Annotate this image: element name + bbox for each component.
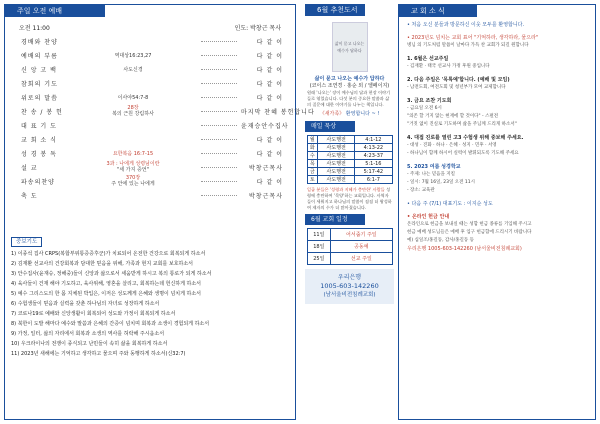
order-item-name: 설 교 — [21, 164, 38, 172]
reading-cell: 목 — [307, 160, 318, 168]
order-item-person: 다 같 이 — [256, 178, 283, 186]
reading-cell: 6:1-7 — [355, 176, 392, 184]
order-item-name: 축 도 — [21, 192, 38, 200]
book-caption: 삶이 묻고 나오는 예수가 답하다 — [314, 76, 385, 82]
reading-cell: 사도행전 — [318, 160, 355, 168]
worship-order-row — [5, 160, 295, 174]
schedule-row — [307, 241, 392, 253]
worship-order-row — [5, 48, 295, 62]
news-6: • 다음 주 (7/1) 대표기도 : 이지순 성도 — [407, 201, 493, 207]
prayer-item: 3) 안수집사(윤재승, 정해중)들이 신앙과 삶으로서 세움받게 하시고 복의 통로가 되게 하소서 — [11, 271, 212, 277]
book-cover-image — [332, 22, 368, 72]
service-leader: 인도: 박창근 목사 — [234, 25, 281, 32]
schedule-row — [307, 229, 392, 241]
order-item-person: 윤재승안수집사 — [241, 122, 289, 130]
prayer-item: 11) 2023년 새해에는 기억하고 생각하고 물으며 주와 동행하게 하소서(신32:7) — [11, 351, 186, 357]
prayer-list — [11, 237, 291, 359]
reading-cell: 금 — [307, 168, 318, 176]
book-cover-title: 삶이 묻고 나오는 예수가 답하다 — [334, 41, 365, 53]
order-item-person: 다 같 이 — [256, 80, 283, 88]
order-item-name: 경배와 찬양 — [21, 38, 58, 46]
worship-order-row — [5, 104, 315, 118]
reading-cell: 5:1-16 — [355, 160, 392, 168]
reading-cell: 화 — [307, 144, 318, 152]
order-item-name: 대 표 기 도 — [21, 122, 57, 130]
worship-order-row — [5, 90, 295, 104]
schedule-date: 25일 — [307, 253, 331, 265]
news-1: 1. 6월은 선교주일 - 김재환 · 태국 선교사 가정 후원 중입니다 — [407, 56, 490, 69]
prayer-item: 5) 예수 그리스도의 한 몸 지체된 박입은, 이저은 성도께게 은혜와 생명이 넘치게 하소서 — [11, 291, 202, 297]
reading-cell: 4:1-12 — [355, 136, 392, 144]
reading-tab: 매일 묵상 — [305, 121, 355, 132]
order-item-name: 참회의 기도 — [21, 80, 58, 88]
worship-order-row — [5, 188, 295, 202]
book-tab: 6월 추천도서 — [305, 4, 365, 16]
order-item-name: 교 회 소 식 — [21, 136, 57, 144]
reading-cell: 사도행전 — [318, 144, 355, 152]
reading-note-highlight: 일곱 분들은 '성령과 지혜가 충만한' 사람들 — [307, 187, 385, 192]
bank-owner: (남서울비전침례교회) — [323, 292, 376, 298]
schedule-event: 어서줍기 주일 — [331, 229, 392, 241]
order-item-person: 다 같 이 — [256, 52, 283, 60]
book-section — [305, 22, 394, 118]
worship-order-row — [5, 62, 295, 76]
reading-cell: 월 — [307, 136, 318, 144]
order-item-content: 역대상16:23,27 — [114, 52, 152, 59]
order-item-person: 박창근목사 — [249, 192, 283, 200]
news-3: 3. 금요 조찬 기도회 - 금요일 오전 6시 "의존 할 거지 않는 현재에 할 것이다" - 스펄전 "거짓 없이 진실로 기도하며 삶을 주님께 드리게 하소서" — [407, 98, 517, 127]
order-item-person: 다 같 이 — [256, 136, 283, 144]
church-news-panel — [398, 4, 596, 420]
prayer-item: 10) 우크라이나의 전쟁이 종식되고 난민들이 속히 삶을 회복하게 하소서 — [11, 341, 168, 347]
worship-order-row — [5, 132, 295, 146]
theme-title: • 2023년도 넘치는 교회 표어 "기억하라, 생각하라, 물으라" — [407, 35, 539, 41]
worship-order-panel — [4, 4, 315, 420]
worship-order-row — [5, 146, 295, 160]
reading-row — [307, 160, 392, 168]
order-item-content: 28장 복의 근원 강림하사 — [112, 105, 154, 117]
order-item-name: 파송의찬양 — [21, 178, 55, 186]
bank-name: 우리은행 — [337, 274, 362, 281]
welcome-text: 환영합니다 ~ ! — [345, 111, 380, 117]
schedule-tab: 6월 교회 일정 — [305, 214, 365, 225]
online-bank-line: 우리은행 1005-603-142260 (남서울비전침례교회) — [407, 246, 522, 252]
order-item-content: 이사야54:7-8 — [117, 94, 149, 101]
reading-table — [307, 135, 393, 184]
worship-order-row — [5, 34, 295, 48]
worship-order-list — [5, 34, 315, 202]
order-item-content: 요한복음 16:7-15 — [112, 150, 154, 157]
reading-cell: 사도행전 — [318, 152, 355, 160]
theme-sub: 병님 의 기도처럼 말씀이 날마다 가득 찬 교회가 되길 원합니다 — [407, 43, 529, 48]
order-item-name: 예배의 부름 — [21, 52, 58, 60]
reading-note-text: 성령에 충만하여 '목양'하는 교회입니다. 사역자들이 세워지고 하나님의 말씀이 점점 더 왕성하여 제자의 수가 더 많아졌습니다. — [307, 187, 392, 210]
reading-note — [305, 187, 394, 211]
schedule-date: 11일 — [307, 229, 331, 241]
order-item-name: 위로의 말씀 — [21, 94, 58, 102]
new-family-welcome — [305, 111, 394, 118]
reading-cell: 5:17-42 — [355, 168, 392, 176]
reading-cell: 사도행전 — [318, 136, 355, 144]
reading-cell: 사도행전 — [318, 176, 355, 184]
order-item-person: 다 같 이 — [256, 94, 283, 102]
prayer-item: 7) 코로나19로 예배와 신앙생활이 회복되어 성도와 가정이 회복되게 하소서 — [11, 311, 176, 317]
reading-cell: 수 — [307, 152, 318, 160]
order-item-person: 다 같 이 — [256, 150, 283, 158]
order-item-name: 신 앙 고 백 — [21, 66, 57, 74]
schedule-event: 공동예 — [331, 241, 392, 253]
news-7: • 온라인 헌금 안내 온라인으로 헌금을 보내실 때는 성함 헌금 종류를 기입해 주시고 헌금 예배 성도님들은 예배 후 입구 헌금함에 드리시기 바랍니다 예) 십일조/홍길동, 감사/홍길동 등 우리은행 1005-603-142260 (남서울비전침례교회) — [407, 213, 587, 253]
church-news-tab: 교 회 소 식 — [399, 5, 477, 17]
prayer-item: 1) 이종석 집사 CRPS(복합부위통증증후군)가 치료되어 온전한 건강으로 회복되게 하소서 — [11, 251, 206, 257]
theme-block — [407, 34, 587, 50]
prayer-item: 9) 가정, 일터, 삶의 자리에서 회복과 소생의 역사를 허락해 주시옵소서 — [11, 331, 165, 337]
prayer-item: 6) 수험생들이 믿음과 실력을 갖춘 하나님의 자녀로 성장하게 하소서 — [11, 301, 160, 307]
order-item-person: 다 같 이 — [256, 38, 283, 46]
schedule-event: 선교 주일 — [331, 253, 392, 265]
reading-row — [307, 136, 392, 144]
prayer-item: 8) 북한이 도발 해마다 예수와 말씀과 은혜의 간증이 넘치며 회복과 소생이 경험되게 하소서 — [11, 321, 210, 327]
schedule-row — [307, 253, 392, 265]
welcome-line: • 처음 오신 분들과 방문하신 이웃 모두를 환영합니다. — [407, 22, 525, 28]
news-4: 4. 대접 진로를 열린 고3 수험생 위해 중보해 주세요. - 대성 · 진화 · 하나 · 은혜 · 성지 · 민후 · 서영 - 하나님이 함께 하시어 실력이 발휘되도록 기도해 주세요 — [407, 135, 524, 156]
bank-box — [305, 269, 394, 304]
bank-account: 1005-603-142260 — [320, 282, 379, 290]
reading-cell: 4:13-22 — [355, 144, 392, 152]
news-5: 5. 2023 여름 성경학교 - 주제: 나는 믿음을 지킬 - 일시: 7월 16일, 23일 오전 11시 - 장소: 교육관 — [407, 164, 475, 193]
worship-order-tab: 주일 오전 예배 — [5, 5, 105, 17]
book-author: (코이스 조연경 · 홍순 외 / 엘페이지) — [309, 83, 390, 89]
reading-cell: 토 — [307, 176, 318, 184]
order-item-name: 성 경 봉 독 — [21, 150, 57, 158]
order-item-content: 3과 : 나에게 성령님이란 "세 가지 증언" — [106, 161, 160, 173]
order-item-content: 370장 주 안에 있는 나에게 — [111, 175, 155, 187]
news-2: 2. 다음 주일은 '목록예'합니다. (예배 및 모임) - 남전도회, 여전도회 및 청년부가 모여 교제합니다 — [407, 77, 510, 90]
worship-order-row — [5, 174, 295, 188]
prayer-item: 2) 김재환 선교사의 건강회복과 담대한 믿음을 위해, 가족과 현지 교회를 보호하소서 — [11, 261, 194, 267]
prayer-title: 중보기도 — [11, 237, 42, 247]
worship-order-header — [5, 17, 295, 34]
reading-row — [307, 152, 392, 160]
worship-order-row — [5, 118, 295, 132]
welcome-prefix: 《새가족》 — [319, 111, 345, 117]
worship-order-row — [5, 76, 295, 90]
middle-column — [305, 4, 394, 420]
reading-row — [307, 176, 392, 184]
reading-row — [307, 168, 392, 176]
reading-row — [307, 144, 392, 152]
reading-cell: 사도행전 — [318, 168, 355, 176]
order-item-person: 박창근목사 — [249, 164, 283, 172]
order-item-name: 찬 송 / 봉 헌 — [21, 108, 63, 116]
schedule-table — [307, 228, 393, 265]
order-item-content: 사도신경 — [123, 66, 143, 73]
book-description: 원래 '나오는' 장이 예수님의 답과 현장 이야기들로 엮었습니다. 다섯 분의 중요한 말씀과 삶의 질문에 대한 이야기를 나누는 책입니다. — [307, 90, 391, 107]
prayer-item: 4) 육사들이 건재 해야 기도하고, 육사위해, 영혼을 살리고, 회복하는데 헌신하게 하소서 — [11, 281, 202, 287]
schedule-date: 18일 — [307, 241, 331, 253]
service-time: 오전 11:00 — [19, 25, 50, 32]
order-item-person: 마지막 찬혜 봉헌합니다 — [241, 108, 315, 116]
reading-cell: 4:23-37 — [355, 152, 392, 160]
order-item-person: 다 같 이 — [256, 66, 283, 74]
